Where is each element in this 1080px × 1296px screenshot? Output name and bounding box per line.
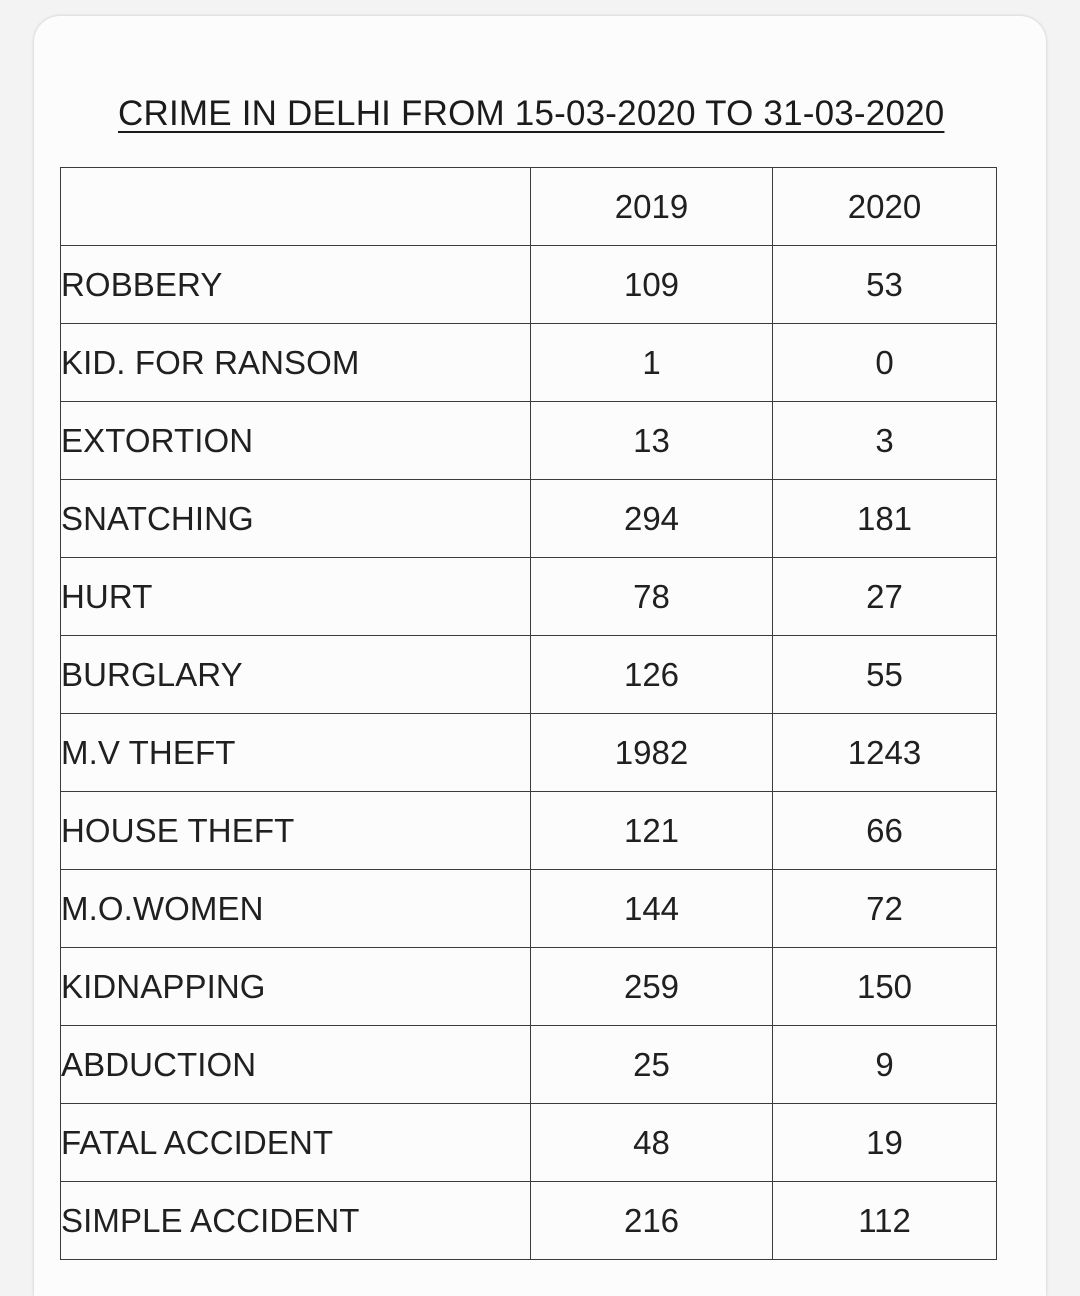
crime-label: ROBBERY bbox=[61, 246, 531, 324]
table-row bbox=[61, 1182, 997, 1260]
header-year-2019: 2019 bbox=[531, 168, 773, 246]
crime-label: M.O.WOMEN bbox=[61, 870, 531, 948]
header-corner-cell bbox=[61, 168, 531, 246]
crime-label: M.V THEFT bbox=[61, 714, 531, 792]
value-2020: 0 bbox=[773, 324, 997, 402]
header-year-2020: 2020 bbox=[773, 168, 997, 246]
value-2019: 259 bbox=[531, 948, 773, 1026]
table-row bbox=[61, 636, 997, 714]
value-2020: 72 bbox=[773, 870, 997, 948]
value-2019: 216 bbox=[531, 1182, 773, 1260]
value-2020: 181 bbox=[773, 480, 997, 558]
crime-label: KIDNAPPING bbox=[61, 948, 531, 1026]
value-2019: 25 bbox=[531, 1026, 773, 1104]
table-row bbox=[61, 714, 997, 792]
value-2020: 112 bbox=[773, 1182, 997, 1260]
crime-label: EXTORTION bbox=[61, 402, 531, 480]
value-2019: 121 bbox=[531, 792, 773, 870]
table-row bbox=[61, 324, 997, 402]
value-2019: 109 bbox=[531, 246, 773, 324]
value-2020: 3 bbox=[773, 402, 997, 480]
table-row bbox=[61, 870, 997, 948]
value-2019: 1982 bbox=[531, 714, 773, 792]
crime-label: SIMPLE ACCIDENT bbox=[61, 1182, 531, 1260]
table-row bbox=[61, 948, 997, 1026]
crime-label: HURT bbox=[61, 558, 531, 636]
value-2019: 48 bbox=[531, 1104, 773, 1182]
crime-label: HOUSE THEFT bbox=[61, 792, 531, 870]
table-row bbox=[61, 1104, 997, 1182]
crime-label: ABDUCTION bbox=[61, 1026, 531, 1104]
table-header-row bbox=[61, 168, 997, 246]
table-row bbox=[61, 480, 997, 558]
crime-label: FATAL ACCIDENT bbox=[61, 1104, 531, 1182]
value-2020: 27 bbox=[773, 558, 997, 636]
table-row bbox=[61, 246, 997, 324]
value-2020: 150 bbox=[773, 948, 997, 1026]
table-row bbox=[61, 558, 997, 636]
value-2019: 144 bbox=[531, 870, 773, 948]
value-2020: 19 bbox=[773, 1104, 997, 1182]
value-2020: 1243 bbox=[773, 714, 997, 792]
table-row bbox=[61, 1026, 997, 1104]
value-2020: 66 bbox=[773, 792, 997, 870]
value-2020: 9 bbox=[773, 1026, 997, 1104]
crime-table bbox=[60, 167, 997, 1260]
value-2019: 294 bbox=[531, 480, 773, 558]
table-row bbox=[61, 402, 997, 480]
value-2019: 13 bbox=[531, 402, 773, 480]
crime-label: BURGLARY bbox=[61, 636, 531, 714]
value-2019: 78 bbox=[531, 558, 773, 636]
value-2020: 55 bbox=[773, 636, 997, 714]
value-2019: 1 bbox=[531, 324, 773, 402]
document-title: CRIME IN DELHI FROM 15-03-2020 TO 31-03-2020 bbox=[118, 94, 945, 133]
crime-label: SNATCHING bbox=[61, 480, 531, 558]
value-2020: 53 bbox=[773, 246, 997, 324]
table-row bbox=[61, 792, 997, 870]
crime-label: KID. FOR RANSOM bbox=[61, 324, 531, 402]
value-2019: 126 bbox=[531, 636, 773, 714]
